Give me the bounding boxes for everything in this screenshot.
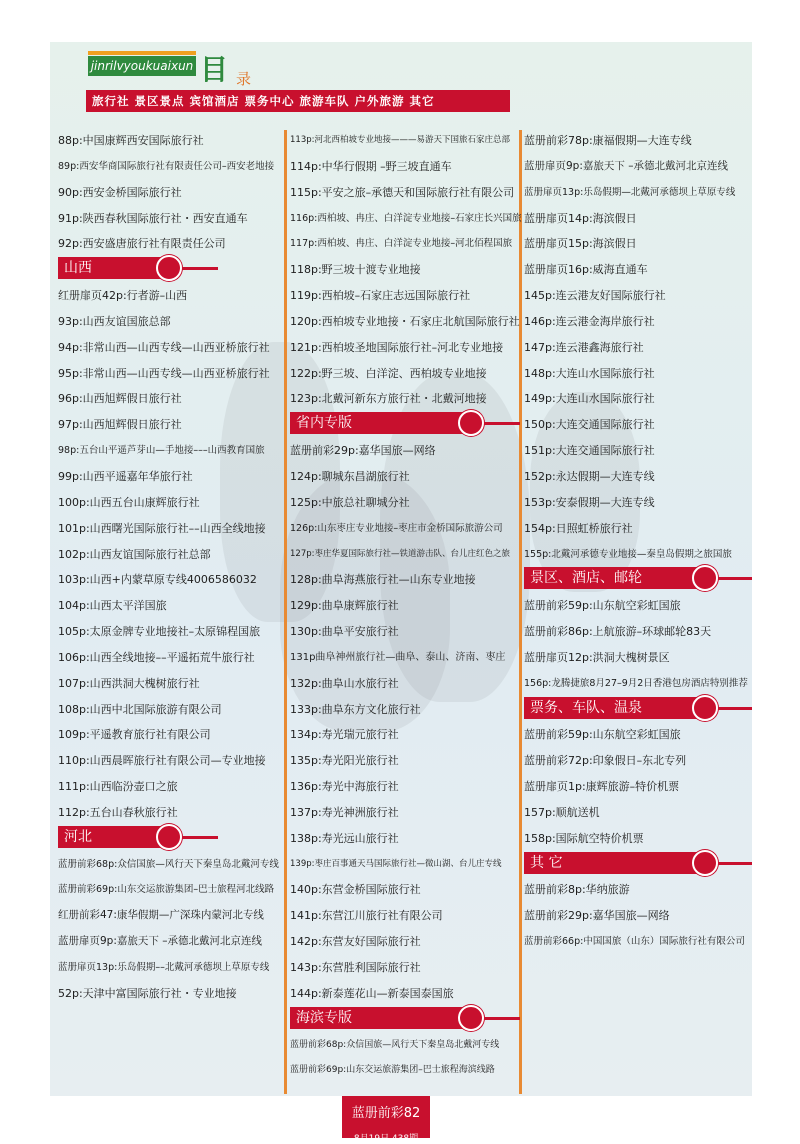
section-title: 票务、车队、温泉 bbox=[524, 697, 714, 719]
section-header bbox=[58, 257, 288, 283]
directory-entry: 93p:山西友谊国旅总部 bbox=[58, 314, 171, 328]
section-rule bbox=[718, 577, 752, 580]
directory-entry: 130p:曲阜平安旅行社 bbox=[290, 625, 399, 639]
directory-entry: 132p:曲阜山水旅行社 bbox=[290, 676, 399, 690]
directory-entry: 蓝册前彩69p:山东交运旅游集团–巴士旅程海滨线路 bbox=[290, 1065, 495, 1076]
section-rule bbox=[484, 422, 520, 425]
section-title: 省内专版 bbox=[290, 412, 480, 434]
directory-entry: 113p:河北西柏坡专业地接———易游天下国旅石家庄总部 bbox=[290, 135, 510, 145]
directory-entry: 105p:太原金牌专业地接社–太原锦程国旅 bbox=[58, 625, 261, 639]
section-rule bbox=[718, 707, 752, 710]
section-dot-icon bbox=[458, 410, 484, 436]
title-char-main: 目 bbox=[200, 53, 229, 86]
directory-entry: 157p:顺航送机 bbox=[524, 805, 600, 819]
directory-entry: 红册前彩47:康华假期—广深珠内蒙河北专线 bbox=[58, 909, 264, 922]
directory-entry: 120p:西柏坡专业地接・石家庄北航国际旅行社 bbox=[290, 314, 520, 328]
directory-entry: 89p:西安华商国际旅行社有限责任公司–西安老地接 bbox=[58, 160, 275, 172]
section-dot-icon bbox=[458, 1005, 484, 1031]
directory-entry: 102p:山西友谊国际旅行社总部 bbox=[58, 547, 211, 561]
directory-entry: 104p:山西太平洋国旅 bbox=[58, 599, 167, 613]
directory-entry: 106p:山西全线地接––平遥拓荒牛旅行社 bbox=[58, 650, 255, 664]
section-header bbox=[290, 1007, 524, 1033]
section-rule bbox=[182, 836, 218, 839]
section-dot-icon bbox=[156, 824, 182, 850]
directory-entry: 154p:日照虹桥旅行社 bbox=[524, 521, 633, 535]
directory-entry: 116p:西柏坡、冉庄、白洋淀专业地接–石家庄长兴国旅 bbox=[290, 212, 522, 224]
directory-entry: 107p:山西洪洞大槐树旅行社 bbox=[58, 676, 200, 690]
directory-entry: 141p:东营江川旅行社有限公司 bbox=[290, 909, 443, 923]
directory-entry: 蓝册扉页1p:康辉旅游–特价机票 bbox=[524, 780, 680, 794]
directory-entry: 蓝册扉页13p:乐岛假期––北戴河承德坝上草原专线 bbox=[58, 962, 270, 973]
directory-entry: 123p:北戴河新东方旅行社・北戴河地接 bbox=[290, 392, 487, 406]
directory-entry: 143p:东营胜利国际旅行社 bbox=[290, 961, 421, 974]
directory-entry: 蓝册前彩69p:山东交运旅游集团–巴士旅程河北线路 bbox=[58, 884, 275, 896]
directory-entry: 103p:山西+内蒙草原专线4006586032 bbox=[58, 573, 257, 587]
section-dot-icon bbox=[692, 695, 718, 721]
directory-entry: 121p:西柏坡圣地国际旅行社–河北专业地接 bbox=[290, 340, 504, 354]
directory-entry: 90p:西安金桥国际旅行社 bbox=[58, 185, 182, 199]
directory-entry: 蓝册前彩59p:山东航空彩虹国旅 bbox=[524, 599, 681, 613]
directory-entry: 128p:曲阜海燕旅行社—山东专业地接 bbox=[290, 573, 476, 587]
directory-entry: 151p:大连交通国际旅行社 bbox=[524, 444, 655, 458]
section-rule bbox=[484, 1017, 520, 1020]
page-footer bbox=[342, 1096, 430, 1144]
directory-entry: 137p:寿光神洲旅行社 bbox=[290, 805, 399, 819]
directory-entry: 142p:东营友好国际旅行社 bbox=[290, 935, 421, 949]
directory-entry: 110p:山西晨晖旅行社有限公司—专业地接 bbox=[58, 754, 266, 768]
directory-entry: 149p:大连山水国际旅行社 bbox=[524, 392, 655, 406]
section-header bbox=[290, 412, 524, 438]
section-header bbox=[58, 826, 288, 852]
directory-entry: 115p:平安之旅–承德天和国际旅行社有限公司 bbox=[290, 185, 515, 199]
directory-entry: 111p:山西临汾壶口之旅 bbox=[58, 780, 178, 794]
directory-entry: 119p:西柏坡–石家庄志远国际旅行社 bbox=[290, 289, 471, 303]
directory-entry: 129p:曲阜康辉旅行社 bbox=[290, 599, 399, 613]
directory-entry: 蓝册扉页15p:海滨假日 bbox=[524, 237, 637, 251]
section-title: 景区、酒店、邮轮 bbox=[524, 567, 714, 589]
section-title: 海滨专版 bbox=[290, 1007, 480, 1029]
directory-entry: 蓝册扉页13p:乐岛假期—北戴河承德坝上草原专线 bbox=[524, 186, 736, 198]
directory-entry: 蓝册扉页16p:威海直通车 bbox=[524, 263, 648, 277]
directory-entry: 蓝册扉页14p:海滨假日 bbox=[524, 211, 637, 225]
directory-entry: 红册扉页42p:行者游–山西 bbox=[58, 289, 188, 303]
column-2 bbox=[290, 128, 524, 1084]
directory-entry: 136p:寿光中海旅行社 bbox=[290, 780, 399, 794]
section-rule bbox=[718, 862, 752, 865]
section-dot-icon bbox=[692, 565, 718, 591]
directory-entry: 96p:山西旭辉假日旅行社 bbox=[58, 392, 182, 406]
directory-entry: 108p:山西中北国际旅游有限公司 bbox=[58, 702, 222, 716]
section-rule bbox=[182, 267, 218, 270]
section-dot-icon bbox=[156, 255, 182, 281]
brand-logo-bar bbox=[88, 51, 196, 55]
directory-entry: 140p:东营金桥国际旅行社 bbox=[290, 883, 421, 897]
directory-entry: 138p:寿光远山旅行社 bbox=[290, 831, 399, 845]
directory-entry: 蓝册前彩68p:众信国旅—风行天下秦皇岛北戴河专线 bbox=[58, 858, 279, 870]
directory-entry: 148p:大连山水国际旅行社 bbox=[524, 366, 655, 380]
directory-entry: 92p:西安盛唐旅行社有限责任公司 bbox=[58, 237, 226, 251]
directory-entry: 131p曲阜神州旅行社—曲阜、泰山、济南、枣庄 bbox=[290, 651, 506, 663]
directory-entry: 蓝册前彩68p:众信国旅—风行天下秦皇岛北戴河专线 bbox=[290, 1039, 500, 1050]
directory-entry: 150p:大连交通国际旅行社 bbox=[524, 418, 655, 432]
section-header bbox=[524, 567, 752, 593]
directory-entry: 127p:枣庄华夏国际旅行社—铁道游击队、台儿庄红色之旅 bbox=[290, 548, 510, 559]
directory-entry: 114p:中华行假期 –野三坡直通车 bbox=[290, 159, 452, 173]
directory-entry: 117p:西柏坡、冉庄、白洋淀专业地接–河北佰程国旅 bbox=[290, 238, 513, 250]
directory-entry: 蓝册前彩78p:康福假期—大连专线 bbox=[524, 134, 692, 147]
directory-entry: 95p:非常山西—山西专线—山西亚桥旅行社 bbox=[58, 366, 270, 380]
directory-entry: 145p:连云港友好国际旅行社 bbox=[524, 289, 666, 303]
footer-issue-date: 8月19日 438期 bbox=[353, 1134, 419, 1144]
directory-entry: 112p:五台山春秋旅行社 bbox=[58, 805, 178, 819]
directory-entry: 118p:野三坡十渡专业地接 bbox=[290, 263, 421, 277]
directory-entry: 158p:国际航空特价机票 bbox=[524, 831, 644, 845]
directory-entry: 133p:曲阜东方文化旅行社 bbox=[290, 702, 421, 716]
directory-entry: 99p:山西平遥嘉年华旅行社 bbox=[58, 469, 193, 483]
directory-entry: 147p:连云港鑫海旅行社 bbox=[524, 340, 644, 354]
section-title: 河北 bbox=[58, 826, 178, 848]
title-char-sub: 录 bbox=[236, 70, 252, 88]
directory-entry: 蓝册扉页9p:嘉旅天下 –承德北戴河北京连线 bbox=[524, 159, 728, 172]
directory-entry: 52p:天津中富国际旅行社・专业地接 bbox=[58, 986, 237, 1000]
directory-entry: 蓝册扉页12p:洪洞大槐树景区 bbox=[524, 650, 670, 664]
directory-entry: 152p:永达假期—大连专线 bbox=[524, 469, 655, 483]
directory-entry: 135p:寿光阳光旅行社 bbox=[290, 754, 399, 768]
section-header bbox=[524, 697, 752, 723]
footer-page-label: 蓝册前彩82 bbox=[351, 1106, 421, 1121]
directory-entry: 蓝册前彩8p:华纳旅游 bbox=[524, 883, 630, 897]
directory-entry: 97p:山西旭辉假日旅行社 bbox=[58, 418, 182, 432]
directory-entry: 124p:聊城东昌湖旅行社 bbox=[290, 469, 410, 483]
directory-entry: 122p:野三坡、白洋淀、西柏坡专业地接 bbox=[290, 366, 487, 380]
directory-entry: 146p:连云港金海岸旅行社 bbox=[524, 314, 655, 328]
category-bar: 旅行社 景区景点 宾馆酒店 票务中心 旅游车队 户外旅游 其它 bbox=[86, 90, 510, 112]
directory-entry: 蓝册前彩86p:上航旅游–环球邮轮83天 bbox=[524, 625, 712, 639]
directory-entry: 100p:山西五台山康辉旅行社 bbox=[58, 495, 200, 509]
directory-entry: 88p:中国康辉西安国际旅行社 bbox=[58, 134, 204, 147]
directory-entry: 94p:非常山西—山西专线—山西亚桥旅行社 bbox=[58, 340, 270, 354]
directory-entry: 91p:陕西春秋国际旅行社・西安直通车 bbox=[58, 211, 248, 225]
directory-entry: 156p:龙腾捷旅8月27–9月2日香港包房酒店特别推荐 bbox=[524, 677, 748, 689]
directory-entry: 153p:安泰假期—大连专线 bbox=[524, 495, 655, 509]
directory-entry: 101p:山西曙光国际旅行社––山西全线地接 bbox=[58, 521, 266, 535]
section-dot-icon bbox=[692, 850, 718, 876]
directory-entry: 109p:平遥教育旅行社有限公司 bbox=[58, 728, 211, 742]
brand-text: jinrilvyoukuaixun bbox=[90, 59, 194, 73]
directory-entry: 125p:中旅总社聊城分社 bbox=[290, 495, 410, 509]
column-3 bbox=[524, 128, 752, 955]
directory-entry: 139p:枣庄百事通天马国际旅行社—微山湖、台儿庄专线 bbox=[290, 858, 502, 869]
directory-entry: 126p:山东枣庄专业地接–枣庄市金桥国际旅游公司 bbox=[290, 522, 503, 534]
directory-entry: 蓝册前彩59p:山东航空彩虹国旅 bbox=[524, 728, 681, 742]
directory-entry: 蓝册扉页9p:嘉旅天下 –承德北戴河北京连线 bbox=[58, 935, 262, 948]
brand-logo bbox=[88, 56, 196, 76]
section-header bbox=[524, 852, 752, 878]
directory-entry: 134p:寿光瑞元旅行社 bbox=[290, 728, 399, 742]
directory-entry: 144p:新泰莲花山—新泰国泰国旅 bbox=[290, 986, 454, 1000]
section-title: 山西 bbox=[58, 257, 178, 279]
column-1 bbox=[58, 128, 288, 1007]
directory-entry: 98p:五台山平遥芦芽山—手地接–––山西教育国旅 bbox=[58, 445, 265, 457]
header bbox=[50, 42, 752, 112]
directory-entry: 蓝册前彩29p:嘉华国旅—网络 bbox=[290, 444, 436, 458]
section-title: 其 它 bbox=[524, 852, 714, 874]
directory-entry: 蓝册前彩66p:中国国旅（山东）国际旅行社有限公司 bbox=[524, 936, 745, 948]
directory-page bbox=[50, 42, 752, 1096]
directory-entry: 蓝册前彩72p:印象假日–东北专列 bbox=[524, 754, 687, 768]
directory-entry: 蓝册前彩29p:嘉华国旅—网络 bbox=[524, 909, 670, 923]
directory-entry: 155p:北戴河承德专业地接—秦皇岛假期之旅国旅 bbox=[524, 548, 732, 560]
